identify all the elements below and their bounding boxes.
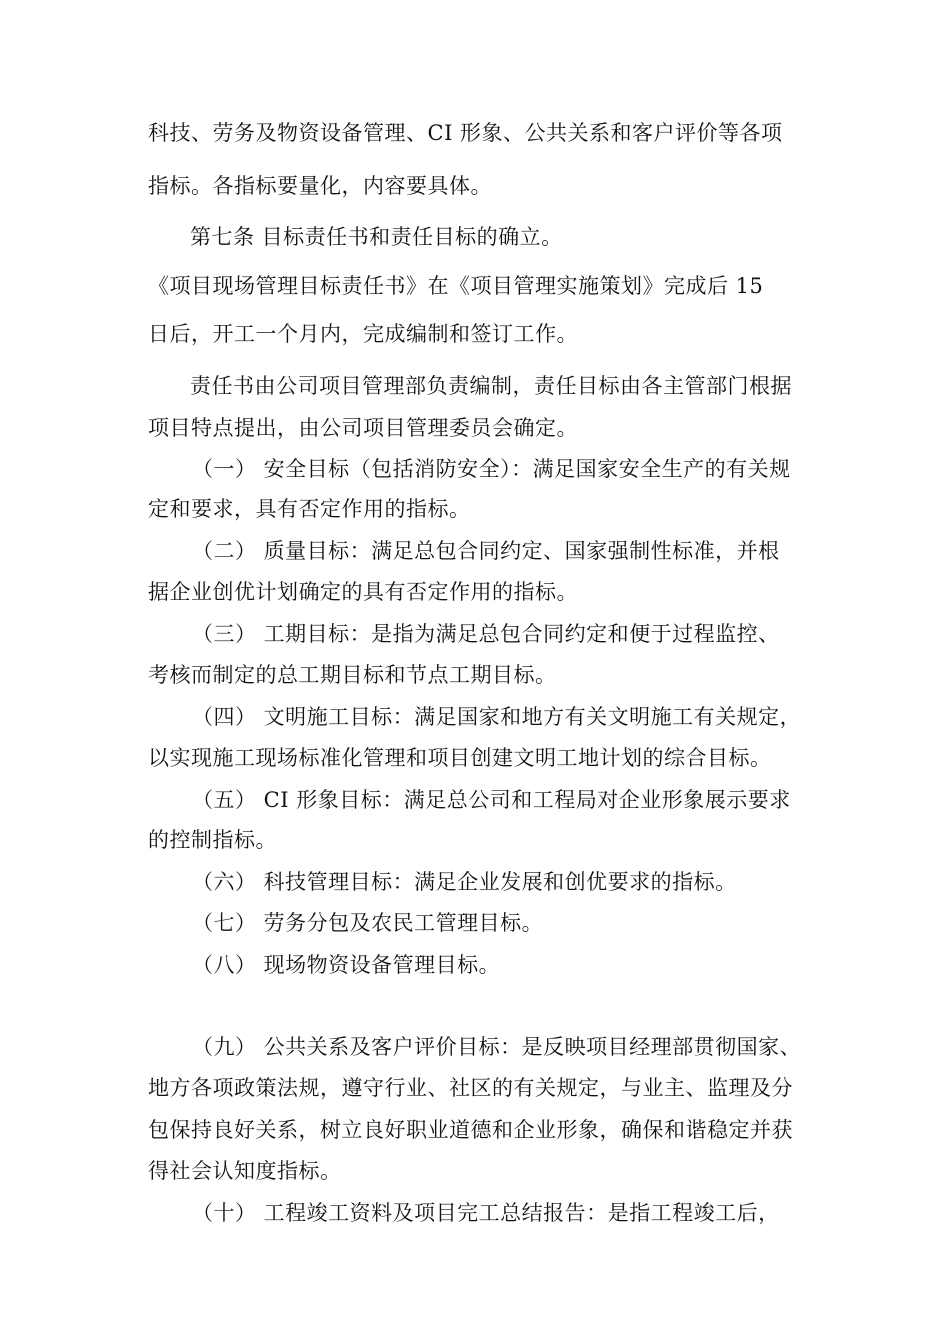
text-line: 包保持良好关系，树立良好职业道德和企业形象，确保和谐稳定并获: [148, 1118, 793, 1142]
text-line: 得社会认知度指标。: [148, 1159, 342, 1183]
text-line: 定和要求，具有否定作用的指标。: [148, 497, 471, 521]
list-item: （八） 现场物资设备管理目标。: [192, 953, 501, 977]
text-line: 项目特点提出，由公司项目管理委员会确定。: [148, 416, 578, 440]
article-heading: 第七条 目标责任书和责任目标的确立。: [190, 225, 563, 249]
text-line: 地方各项政策法规，遵守行业、社区的有关规定，与业主、监理及分: [148, 1076, 793, 1100]
text-line: 指标。各指标要量化，内容要具体。: [148, 174, 492, 198]
list-item: （二） 质量目标：满足总包合同约定、国家强制性标准，并根: [192, 539, 780, 563]
list-item: （一） 安全目标（包括消防安全）：满足国家安全生产的有关规: [192, 457, 791, 481]
list-item: （十） 工程竣工资料及项目完工总结报告：是指工程竣工后，: [192, 1201, 780, 1225]
text-line: 《项目现场管理目标责任书》在《项目管理实施策划》完成后 15: [148, 274, 764, 298]
text-line: 的控制指标。: [148, 828, 277, 852]
text-line: 以实现施工现场标准化管理和项目创建文明工地计划的综合目标。: [148, 746, 772, 770]
list-item: （五） CI 形象目标：满足总公司和工程局对企业形象展示要求: [192, 788, 791, 812]
text-line: 日后，开工一个月内，完成编制和签订工作。: [148, 322, 578, 346]
text-line: 责任书由公司项目管理部负责编制，责任目标由各主管部门根据: [190, 374, 792, 398]
list-item: （四） 文明施工目标：满足国家和地方有关文明施工有关规定，: [192, 705, 802, 729]
text-line: 据企业创优计划确定的具有否定作用的指标。: [148, 580, 578, 604]
list-item: （六） 科技管理目标：满足企业发展和创优要求的指标。: [192, 870, 737, 894]
list-item: （九） 公共关系及客户评价目标：是反映项目经理部贯彻国家、: [192, 1035, 802, 1059]
list-item: （七） 劳务分包及农民工管理目标。: [192, 911, 544, 935]
text-line: 考核而制定的总工期目标和节点工期目标。: [148, 663, 557, 687]
text-line: 科技、劳务及物资设备管理、CI 形象、公共关系和客户评价等各项: [148, 121, 783, 145]
list-item: （三） 工期目标：是指为满足总包合同约定和便于过程监控、: [192, 622, 780, 646]
